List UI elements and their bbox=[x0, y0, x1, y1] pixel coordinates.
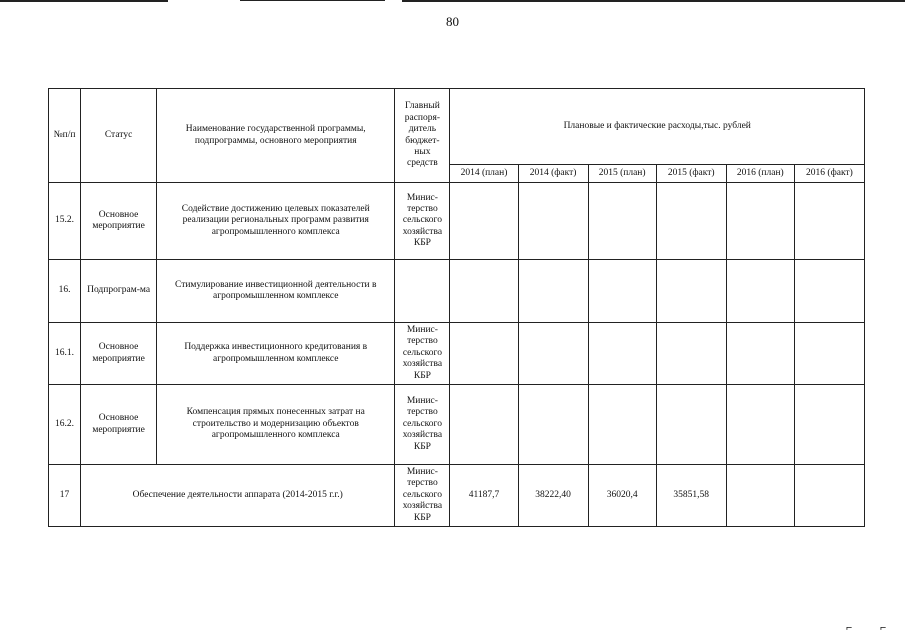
row-value bbox=[588, 183, 656, 260]
row-name: Компенсация прямых понесенных затрат на строительство и модернизацию объектов агропромышленного комплекса bbox=[157, 385, 395, 465]
row-value bbox=[450, 183, 518, 260]
header-num: №п/п bbox=[49, 89, 81, 183]
row-value bbox=[588, 323, 656, 385]
top-rule-right bbox=[402, 0, 905, 2]
row-value bbox=[794, 183, 864, 260]
row-status: Подпрограм-ма bbox=[81, 260, 157, 323]
row-name: Содействие достижению целевых показателей реализации региональных программ развития агропромышленного комплекса bbox=[157, 183, 395, 260]
scan-mark: ⌐ bbox=[846, 622, 853, 634]
top-rule-mid bbox=[240, 0, 385, 1]
row-value: 36020,4 bbox=[588, 465, 656, 527]
row-value bbox=[518, 183, 588, 260]
row-value bbox=[726, 260, 794, 323]
header-expenses: Плановые и фактические расходы,тыс. рублей bbox=[450, 89, 865, 165]
row-status: Основное мероприятие bbox=[81, 183, 157, 260]
header-year-col: 2016 (факт) bbox=[794, 165, 864, 183]
row-value bbox=[794, 465, 864, 527]
budget-table bbox=[48, 88, 865, 527]
row-value bbox=[518, 323, 588, 385]
top-rule-left bbox=[0, 0, 168, 2]
header-year-col: 2014 (факт) bbox=[518, 165, 588, 183]
scan-mark: ⌐ bbox=[880, 622, 887, 634]
row-manager: Минис-терство сельского хозяйства КБР bbox=[395, 465, 450, 527]
row-status: Основное мероприятие bbox=[81, 385, 157, 465]
row-value: 41187,7 bbox=[450, 465, 518, 527]
header-year-col: 2015 (факт) bbox=[656, 165, 726, 183]
page-number: 80 bbox=[446, 14, 459, 29]
row-value bbox=[726, 465, 794, 527]
row-value bbox=[588, 385, 656, 465]
row-name: Обеспечение деятельности аппарата (2014-2015 г.г.) bbox=[81, 465, 395, 527]
row-value bbox=[726, 385, 794, 465]
table-row bbox=[49, 465, 865, 527]
row-value bbox=[794, 385, 864, 465]
row-value bbox=[656, 385, 726, 465]
row-manager: Минис-терство сельского хозяйства КБР bbox=[395, 323, 450, 385]
row-value bbox=[518, 260, 588, 323]
row-value bbox=[656, 183, 726, 260]
row-value: 38222,40 bbox=[518, 465, 588, 527]
row-num: 17 bbox=[49, 465, 81, 527]
table-row bbox=[49, 385, 865, 465]
row-value bbox=[588, 260, 656, 323]
header-name: Наименование государственной программы, подпрограммы, основного мероприятия bbox=[157, 89, 395, 183]
header-year-col: 2016 (план) bbox=[726, 165, 794, 183]
row-manager bbox=[395, 260, 450, 323]
row-value bbox=[794, 323, 864, 385]
row-value bbox=[726, 323, 794, 385]
row-num: 15.2. bbox=[49, 183, 81, 260]
row-name: Стимулирование инвестиционной деятельности в агропромышленном комплексе bbox=[157, 260, 395, 323]
row-value bbox=[726, 183, 794, 260]
table-row bbox=[49, 183, 865, 260]
row-name: Поддержка инвестиционного кредитования в агропромышленном комплексе bbox=[157, 323, 395, 385]
row-num: 16.2. bbox=[49, 385, 81, 465]
header-year-col: 2015 (план) bbox=[588, 165, 656, 183]
row-value bbox=[518, 385, 588, 465]
row-num: 16.1. bbox=[49, 323, 81, 385]
row-value bbox=[656, 323, 726, 385]
row-value bbox=[656, 260, 726, 323]
header-status: Статус bbox=[81, 89, 157, 183]
header-year-col: 2014 (план) bbox=[450, 165, 518, 183]
table-row bbox=[49, 323, 865, 385]
row-value bbox=[450, 260, 518, 323]
row-status: Основное мероприятие bbox=[81, 323, 157, 385]
header-manager: Главный распоря-дитель бюджет-ных средств bbox=[395, 89, 450, 183]
row-manager: Минис-терство сельского хозяйства КБР bbox=[395, 183, 450, 260]
row-value: 35851,58 bbox=[656, 465, 726, 527]
table-row bbox=[49, 260, 865, 323]
row-value bbox=[794, 260, 864, 323]
row-manager: Минис-терство сельского хозяйства КБР bbox=[395, 385, 450, 465]
row-value bbox=[450, 323, 518, 385]
row-value bbox=[450, 385, 518, 465]
row-num: 16. bbox=[49, 260, 81, 323]
